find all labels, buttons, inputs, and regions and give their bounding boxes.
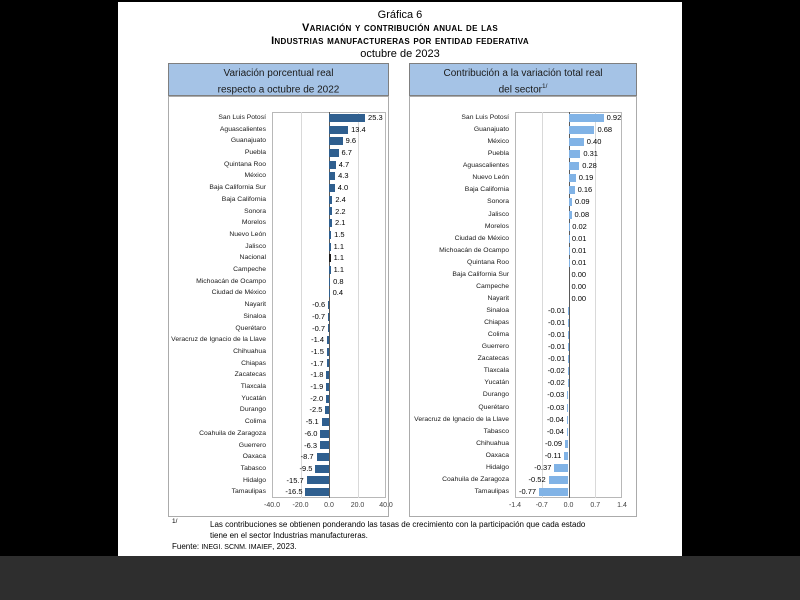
category-label: Puebla (244, 149, 266, 157)
gridline (358, 112, 359, 498)
bar (328, 324, 329, 332)
value-label: -0.77 (518, 486, 537, 496)
bar (554, 464, 568, 472)
category-label: San Luis Potosí (461, 114, 509, 121)
bar (567, 391, 568, 399)
category-label: Puebla (487, 150, 509, 158)
value-label: -6.3 (304, 440, 318, 450)
chart-panel-contribucion (409, 63, 637, 517)
bar (329, 149, 339, 157)
value-label: 0.28 (582, 161, 597, 171)
value-label: -16.5 (285, 487, 303, 497)
value-label: -1.8 (310, 370, 324, 380)
value-label: 0.08 (574, 209, 590, 219)
category-label: Morelos (484, 222, 509, 230)
category-label: Querétaro (235, 324, 266, 332)
category-label: Jalisco (245, 242, 266, 250)
category-label: Baja California Sur (209, 184, 266, 192)
category-label: Nayarit (244, 301, 266, 309)
value-label: -1.5 (310, 346, 324, 356)
bar (329, 289, 330, 297)
page-subtitle: octubre de 2023 (360, 48, 440, 60)
category-label: Tlaxcala (483, 367, 509, 375)
bar (567, 404, 568, 412)
chart-header-contribucion (409, 63, 637, 96)
bar (549, 476, 569, 484)
value-label: -0.04 (546, 414, 564, 424)
bar (568, 379, 569, 387)
zero-axis-line (329, 112, 330, 498)
bar (327, 348, 329, 356)
category-label: Hidalgo (485, 463, 509, 471)
axis-tick-label: 0.0 (563, 502, 574, 509)
bar (317, 453, 329, 461)
bar (320, 441, 329, 449)
value-label: 0.31 (583, 149, 598, 159)
bar (329, 161, 336, 169)
value-label: 0.4 (332, 288, 343, 298)
value-label: 4.7 (338, 159, 350, 169)
footnote-text-line2: tiene en el sector Industrias manufactureras. (210, 531, 368, 540)
category-label: Baja California (464, 186, 509, 194)
bar (322, 418, 329, 426)
value-label: 4.0 (337, 183, 349, 193)
bar (305, 488, 329, 496)
category-label: Chiapas (241, 359, 266, 367)
value-label: 1.1 (333, 241, 344, 251)
category-label: Tabasco (240, 464, 266, 472)
source-suffix: , 2023. (272, 542, 297, 551)
category-label: Colima (244, 418, 266, 426)
category-label: Querétaro (478, 403, 509, 411)
category-label: Zacatecas (234, 371, 266, 379)
value-label: -0.03 (547, 402, 565, 412)
category-label: Sonora (487, 198, 509, 206)
axis-tick-label: 40.0 (379, 502, 393, 509)
value-label: -0.03 (547, 390, 565, 400)
footnote-text-line1: Las contribuciones se obtienen ponderando las tasas de crecimiento con la participación que cada estado (210, 520, 586, 529)
axis-tick-label: -0.7 (535, 502, 548, 509)
source-line (172, 542, 297, 551)
category-label: Jalisco (488, 210, 509, 218)
chart-header-line1: Variación porcentual real (223, 68, 334, 79)
title-block (118, 8, 682, 61)
gridline (301, 112, 302, 498)
value-label: -0.11 (544, 450, 562, 460)
value-label: 0.92 (606, 113, 622, 122)
bar (564, 452, 568, 460)
category-label: Sinaloa (486, 307, 509, 314)
value-label: 2.2 (335, 206, 346, 216)
category-label: Guerrero (238, 441, 266, 449)
bar (329, 266, 331, 274)
value-label: 9.6 (345, 136, 357, 146)
bar (329, 126, 348, 134)
value-label: -0.04 (546, 426, 564, 436)
axis-tick-label: 0.7 (590, 502, 601, 509)
bar (569, 162, 580, 170)
category-label: Ciudad de México (211, 289, 266, 297)
bar (328, 313, 329, 321)
category-label: Chiapas (484, 319, 509, 327)
category-label: Quintana Roo (224, 160, 266, 168)
value-label: 0.16 (577, 185, 593, 195)
bar (569, 186, 575, 194)
value-label: 0.19 (578, 173, 594, 183)
value-label: -0.01 (548, 354, 566, 364)
axis-tick-label: -20.0 (292, 502, 309, 509)
axis-tick-label: -40.0 (264, 502, 280, 509)
category-label: Campeche (233, 266, 266, 274)
chart-header-line1: Contribución a la variación total real (443, 68, 603, 79)
bar (569, 138, 584, 146)
category-label: Morelos (241, 219, 266, 227)
category-label: Yucatán (484, 379, 509, 387)
axis-tick-label: 0.0 (324, 502, 334, 509)
category-label: Yucatán (241, 394, 266, 402)
value-label: 6.7 (341, 148, 352, 158)
category-label: Nuevo León (472, 174, 509, 182)
value-label: -0.01 (548, 330, 566, 340)
bar (327, 359, 329, 367)
value-label: -2.5 (309, 405, 323, 415)
chart-panel-variacion (168, 63, 393, 517)
category-label: Zacatecas (477, 355, 509, 363)
axis-tick-label: 1.4 (617, 502, 627, 509)
category-label: Nacional (239, 254, 266, 262)
bar (569, 174, 576, 182)
value-label: 13.4 (351, 124, 366, 134)
value-label: -2.0 (310, 393, 324, 403)
bar (329, 278, 330, 286)
bar (329, 196, 332, 204)
bar (567, 416, 569, 424)
value-label: -6.0 (304, 428, 318, 438)
bar (315, 465, 329, 473)
category-label: Veracruz de Ignacio de la Llave (171, 336, 266, 344)
page-title-line1: Variación y contribución anual de las (302, 22, 498, 34)
category-label: Hidalgo (242, 476, 266, 484)
value-label: 0.00 (571, 269, 587, 279)
bar (565, 440, 568, 448)
bar (329, 254, 331, 262)
footnote-ref: 1/ (541, 83, 548, 90)
category-label: Durango (239, 406, 266, 414)
category-label: Guanajuato (473, 126, 509, 134)
chart-header-line2: respecto a octubre de 2022 (217, 84, 340, 96)
category-label: Baja California Sur (452, 270, 509, 278)
value-label: 0.02 (572, 221, 587, 231)
value-label: -0.01 (548, 306, 566, 315)
bar (569, 198, 572, 206)
bar (326, 383, 329, 391)
category-label: Durango (482, 391, 509, 399)
bar (567, 428, 569, 436)
bar (307, 476, 329, 484)
value-label: 0.8 (333, 276, 344, 286)
category-label: Chihuahua (233, 347, 266, 355)
bar (329, 172, 335, 180)
category-label: San Luis Potosí (218, 114, 266, 121)
category-label: Guanajuato (230, 137, 266, 145)
value-label: -0.52 (528, 474, 546, 484)
category-label: Nuevo León (229, 230, 266, 238)
value-label: -15.7 (286, 475, 304, 485)
value-label: -0.6 (312, 300, 326, 310)
value-label: -0.37 (534, 462, 552, 472)
value-label: 0.40 (586, 137, 602, 147)
value-label: -1.4 (311, 335, 325, 345)
category-label: Oaxaca (242, 453, 266, 461)
document-page (118, 2, 682, 556)
category-label: Aguascalientes (219, 125, 266, 133)
category-label: Oaxaca (485, 451, 509, 459)
value-label: 1.1 (333, 265, 344, 275)
category-label: Tlaxcala (240, 383, 266, 391)
source-body: INEGI. SCNM. IMAIEF (201, 544, 273, 551)
value-label: 25.3 (368, 113, 383, 122)
value-label: -5.1 (305, 417, 319, 427)
bar (329, 184, 335, 192)
category-label: Sinaloa (243, 312, 266, 320)
value-label: -0.7 (312, 311, 326, 321)
category-label: Chihuahua (476, 439, 509, 447)
category-label: Quintana Roo (467, 258, 509, 266)
value-label: -0.02 (547, 366, 565, 376)
bar (329, 114, 365, 122)
category-label: Sonora (244, 207, 266, 215)
value-label: -8.7 (300, 452, 314, 462)
source-label: Fuente: (172, 542, 202, 551)
value-label: 2.1 (334, 218, 346, 228)
axis-tick-label: 20.0 (350, 502, 365, 509)
footnote-marker: 1/ (172, 518, 178, 525)
bar (326, 395, 329, 403)
bar (325, 406, 329, 414)
axis-tick-label: -1.4 (508, 502, 522, 509)
category-label: México (487, 138, 509, 146)
bar (326, 371, 329, 379)
value-label: -0.02 (547, 378, 565, 388)
bar (569, 211, 572, 219)
bar (569, 223, 570, 231)
category-label: Tamaulipas (231, 488, 266, 496)
category-label: Aguascalientes (462, 162, 509, 170)
category-label: Tamaulipas (474, 487, 509, 495)
bar (568, 367, 569, 375)
value-label: 0.09 (574, 197, 590, 207)
gridline (542, 112, 543, 498)
bar (569, 150, 581, 158)
value-label: -0.01 (548, 342, 566, 352)
value-label: -0.01 (548, 318, 566, 328)
value-label: -1.7 (310, 358, 324, 368)
value-label: 0.00 (571, 281, 587, 291)
bar (539, 488, 568, 496)
value-label: -0.09 (544, 438, 563, 448)
value-label: 0.00 (571, 293, 587, 303)
category-label: Veracruz de Ignacio de la Llave (414, 415, 509, 423)
bar (327, 336, 329, 344)
category-label: Tabasco (483, 427, 509, 435)
value-label: 4.3 (338, 171, 349, 181)
bar (329, 243, 331, 251)
value-label: -9.5 (299, 463, 313, 473)
value-label: 0.01 (571, 245, 587, 255)
category-label: Baja California (221, 195, 266, 203)
category-label: Ciudad de México (454, 234, 509, 242)
value-label: 0.01 (571, 257, 587, 267)
figure-number: Gráfica 6 (377, 9, 423, 21)
page-title-line2: Industrias manufactureras por entidad federativa (271, 35, 529, 47)
value-label: 1.1 (333, 253, 344, 263)
bar (329, 137, 343, 145)
value-label: 0.01 (571, 233, 587, 243)
value-label: 2.4 (335, 194, 346, 204)
value-label: 0.68 (597, 125, 613, 135)
bar (569, 126, 595, 134)
chart-header-variacion (168, 63, 389, 96)
bar (329, 231, 331, 239)
bar (569, 114, 604, 122)
category-label: Colima (487, 331, 509, 339)
bar (328, 301, 329, 309)
category-label: Michoacán de Ocampo (439, 246, 509, 254)
value-label: -0.7 (312, 323, 326, 333)
background-bottom-strip (0, 556, 800, 600)
category-label: Michoacán de Ocampo (196, 277, 266, 285)
value-label: 1.5 (334, 229, 345, 239)
category-label: México (244, 172, 266, 180)
bar (320, 430, 329, 438)
bar (329, 219, 332, 227)
category-label: Guerrero (481, 343, 509, 351)
category-label: Campeche (476, 282, 509, 290)
chart-header-line2: del sector$^{1/}$ (498, 83, 548, 96)
category-label: Nayarit (487, 294, 509, 302)
value-label: -1.9 (310, 382, 324, 392)
bar (329, 207, 332, 215)
category-label: Coahuila de Zaragoza (199, 429, 266, 437)
category-label: Coahuila de Zaragoza (442, 475, 509, 483)
